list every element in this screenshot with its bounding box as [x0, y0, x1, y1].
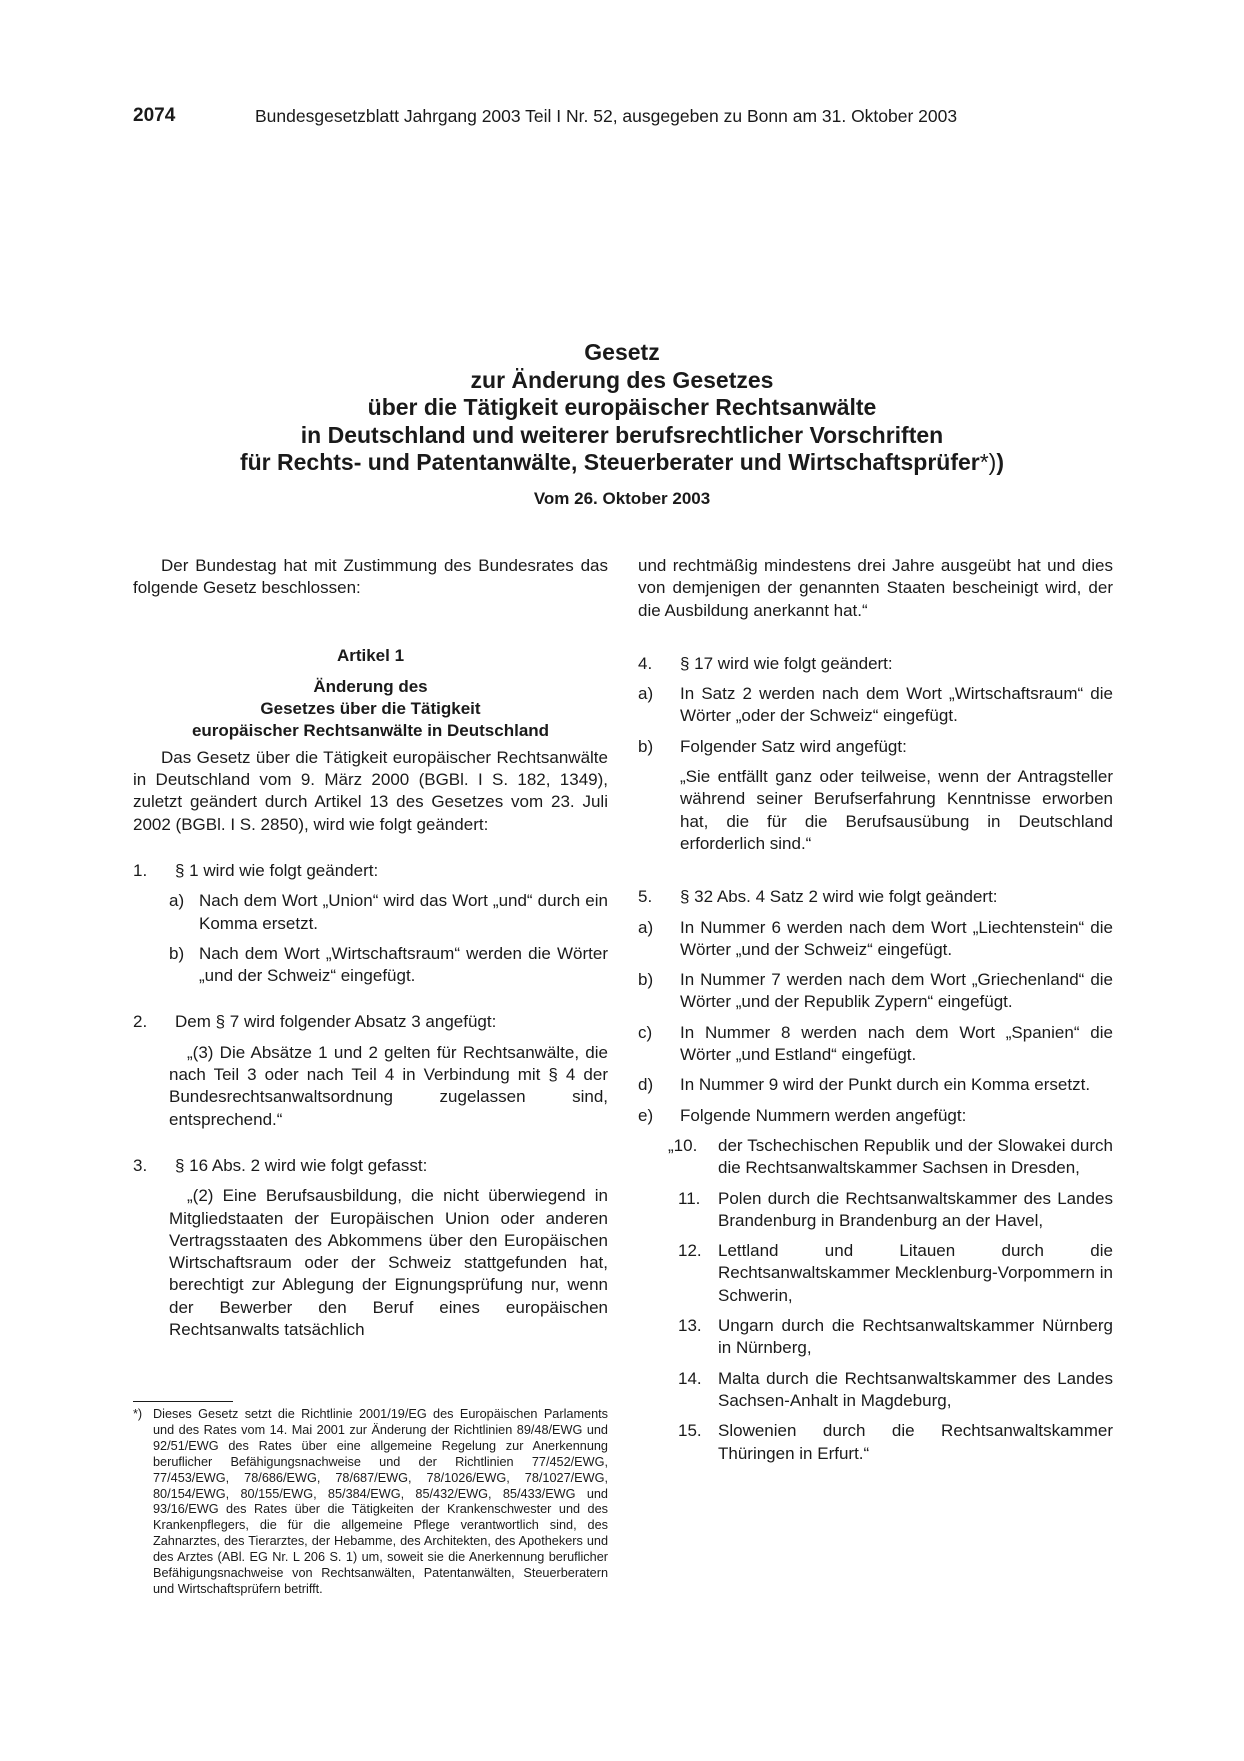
entry-text: Malta durch die Rechtsanwaltskammer des Landes Sachsen-Anhalt in Magdeburg,	[718, 1368, 1113, 1410]
sub-item-letter: c)	[638, 1022, 653, 1042]
sub-item	[638, 683, 1113, 728]
list-item	[638, 1188, 1113, 1233]
article-intro: Das Gesetz über die Tätigkeit europäischer Rechtsanwälte in Deutschland vom 9. März 2000 (BGBl. I S. 182, 1349), zuletzt geändert durch Artikel 13 des Gesetzes vom 23. Juli 2002 (BGBl. I S. 2850), wird wie folgt geändert:	[133, 747, 608, 834]
article-subtitle-line: Änderung des	[313, 676, 428, 696]
sub-item-letter: b)	[638, 970, 654, 990]
item-text: Dem § 7 wird folgender Absatz 3 angefügt:	[175, 1012, 497, 1032]
sub-item-letter: b)	[638, 736, 654, 756]
sub-item-letter: d)	[638, 1075, 654, 1095]
footnote-text: Dieses Gesetz setzt die Richtlinie 2001/19/EG des Europäischen Parlaments und des Rates vom 14. Mai 2001 zur Änderung der Richtlinien 89/48/EWG und 92/51/EWG des Rates über eine allgemeine Regelung zur Anerkennung beruflicher Befähigungsnachweise und der Richtlinien 77/452/EWG, 77/453/EWG, 78/686/EWG, 78/687/EWG, 78/1026/EWG, 78/1027/EWG, 80/154/EWG, 80/155/EWG, 85/384/EWG, 85/432/EWG, 85/433/EWG und 93/16/EWG des Rates über die Tätigkeiten der Krankenschwester und des Krankenpflegers, die für die allgemeine Pflege verantwortlich sind, des Zahnarztes, des Tierarztes, der Hebamme, des Architekten, des Apothekers und des Arztes (ABl. EG Nr. L 206 S. 1) um, soweit sie die Anerkennung beruflicher Befähigungsnachweise von Rechtsanwälten, Patentanwälten, Steuerberatern und Wirtschaftsprüfern betrifft.	[153, 1407, 608, 1596]
item-text: § 1 wird wie folgt geändert:	[175, 860, 379, 880]
entry-number: 11.	[678, 1188, 701, 1208]
list-item	[638, 1135, 1113, 1180]
item-number: 4.	[638, 653, 653, 673]
sub-item-text: In Nummer 7 werden nach dem Wort „Griechenland“ die Wörter „und der Republik Zypern“ eingefügt.	[680, 970, 1113, 1012]
item-number: 3.	[133, 1155, 148, 1175]
left-column	[133, 555, 608, 1341]
sub-item-letter: a)	[638, 684, 654, 704]
article-subtitle-line: europäischer Rechtsanwälte in Deutschland	[191, 721, 550, 741]
item-5	[638, 886, 1113, 1465]
list-item	[638, 1368, 1113, 1413]
sub-item	[638, 1105, 1113, 1127]
footnote	[133, 1407, 608, 1598]
entry-text: der Tschechischen Republik und der Slowakei durch die Rechtsanwaltskammer Sachsen in Dresden,	[718, 1135, 1113, 1178]
page-number: 2074	[133, 105, 176, 126]
sub-item-letter: a)	[638, 917, 654, 937]
title-line: Gesetz	[584, 339, 660, 365]
article-heading: Artikel 1	[336, 645, 405, 665]
preamble: Der Bundestag hat mit Zustimmung des Bundesrates das folgende Gesetz beschlossen:	[133, 556, 608, 598]
entry-text: Slowenien durch die Rechtsanwaltskammer Thüringen in Erfurt.“	[718, 1421, 1113, 1463]
sub-item	[638, 917, 1113, 962]
list-item	[638, 1240, 1113, 1307]
footnote-divider	[133, 1401, 233, 1402]
item-1	[133, 860, 608, 987]
amendment-quote: „(3) Die Absätze 1 und 2 gelten für Rechtsanwälte, die nach Teil 3 oder nach Teil 4 in Verbindung mit § 4 der Bundesrechtsanwaltsordnung zugelassen sind, entsprechend.“	[169, 1042, 608, 1129]
sub-item-letter: b)	[169, 943, 185, 963]
list-item	[133, 860, 608, 882]
right-column	[638, 555, 1113, 1465]
sub-item	[133, 890, 608, 935]
law-date: Vom 26. Oktober 2003	[533, 489, 711, 508]
sub-item	[133, 943, 608, 988]
entry-number: 13.	[678, 1316, 702, 1336]
title-line-text: für Rechts- und Patentanwälte, Steuerberater und Wirtschaftsprüfer	[239, 449, 980, 475]
sub-item-letter: a)	[169, 891, 185, 911]
title-line: über die Tätigkeit europäischer Rechtsanwälte	[367, 394, 877, 420]
list-item	[638, 1420, 1113, 1465]
item-number: 1.	[133, 860, 148, 880]
footnote-marker: *)	[133, 1407, 143, 1421]
sub-item	[638, 736, 1113, 758]
entry-number: „10.	[668, 1135, 698, 1155]
sub-item	[638, 1022, 1113, 1067]
list-item	[638, 886, 1113, 908]
sub-item-text: In Satz 2 werden nach dem Wort „Wirtschaftsraum“ die Wörter „oder der Schweiz“ eingefügt.	[680, 684, 1113, 726]
entry-number: 14.	[678, 1368, 702, 1388]
amendment-quote: „(2) Eine Berufsausbildung, die nicht überwiegend in Mitgliedstaaten der Europäischen Union oder anderen Vertragsstaaten des Abkommens über den Europäischen Wirtschaftsraum oder der Schweiz stattgefunden hat, berechtigt zur Ablegung der Eignungsprüfung nur, wenn der Bewerber den Beruf eines europäischen Rechtsanwalts tatsächlich	[169, 1186, 608, 1340]
sub-item-text: Nach dem Wort „Union“ wird das Wort „und“ durch ein Komma ersetzt.	[199, 891, 608, 933]
sub-item-text: Nach dem Wort „Wirtschaftsraum“ werden die Wörter „und der Schweiz“ eingefügt.	[199, 943, 608, 986]
continuation-text: und rechtmäßig mindestens drei Jahre ausgeübt hat und dies von demjenigen der genannten Staaten bescheinigt wird, der die Ausbildung anerkannt hat.“	[638, 556, 1113, 620]
list-item	[133, 1155, 608, 1177]
sub-item-text: Folgende Nummern werden angefügt:	[680, 1105, 967, 1125]
item-text: § 16 Abs. 2 wird wie folgt gefasst:	[175, 1155, 428, 1175]
article-subtitle-line: Gesetzes über die Tätigkeit	[260, 699, 481, 719]
title-line: zur Änderung des Gesetzes	[470, 366, 774, 393]
sub-item-text: In Nummer 9 wird der Punkt durch ein Komma ersetzt.	[680, 1075, 1091, 1095]
sub-item-letter: e)	[638, 1105, 654, 1125]
entry-text: Ungarn durch die Rechtsanwaltskammer Nürnberg in Nürnberg,	[718, 1316, 1113, 1358]
list-item	[638, 653, 1113, 675]
item-2	[133, 1011, 608, 1130]
entry-text: Lettland und Litauen durch die Rechtsanwaltskammer Mecklenburg-Vorpommern in Schwerin,	[718, 1241, 1113, 1305]
running-header: Bundesgesetzblatt Jahrgang 2003 Teil I Nr. 52, ausgegeben zu Bonn am 31. Oktober 2003	[255, 106, 958, 126]
title-line: in Deutschland und weiterer berufsrechtlicher Vorschriften	[300, 421, 944, 448]
title-line: für Rechts- und Patentanwälte, Steuerberater und Wirtschaftsprüfer*))	[239, 449, 1005, 475]
list-item	[638, 1315, 1113, 1360]
item-text: § 17 wird wie folgt geändert:	[680, 653, 893, 673]
item-3	[133, 1155, 608, 1341]
law-title	[0, 339, 1244, 477]
item-number: 5.	[638, 887, 653, 907]
entry-number: 15.	[678, 1421, 702, 1441]
list-item	[133, 1011, 608, 1033]
entry-number: 12.	[678, 1241, 702, 1261]
title-footnote-marker: *)	[979, 449, 997, 475]
sub-item-text: In Nummer 8 werden nach dem Wort „Spanien“ die Wörter „und Estland“ eingefügt.	[680, 1022, 1113, 1065]
item-number: 2.	[133, 1012, 148, 1032]
item-text: § 32 Abs. 4 Satz 2 wird wie folgt geändert:	[680, 887, 998, 907]
entry-text: Polen durch die Rechtsanwaltskammer des Landes Brandenburg in Brandenburg an der Havel,	[718, 1188, 1113, 1230]
article-subtitle	[133, 676, 608, 743]
sub-item-text: Folgender Satz wird angefügt:	[680, 736, 907, 756]
sub-item-text: In Nummer 6 werden nach dem Wort „Liechtenstein“ die Wörter „und der Schweiz“ eingefügt.	[680, 917, 1113, 959]
amendment-quote: „Sie entfällt ganz oder teilweise, wenn der Antragsteller während seiner Berufserfahrung Kenntnisse erworben hat, die für die Berufsausübung in Deutschland erforderlich sind.“	[680, 767, 1113, 853]
item-4	[638, 653, 1113, 855]
sub-item	[638, 969, 1113, 1014]
sub-item	[638, 1074, 1113, 1096]
